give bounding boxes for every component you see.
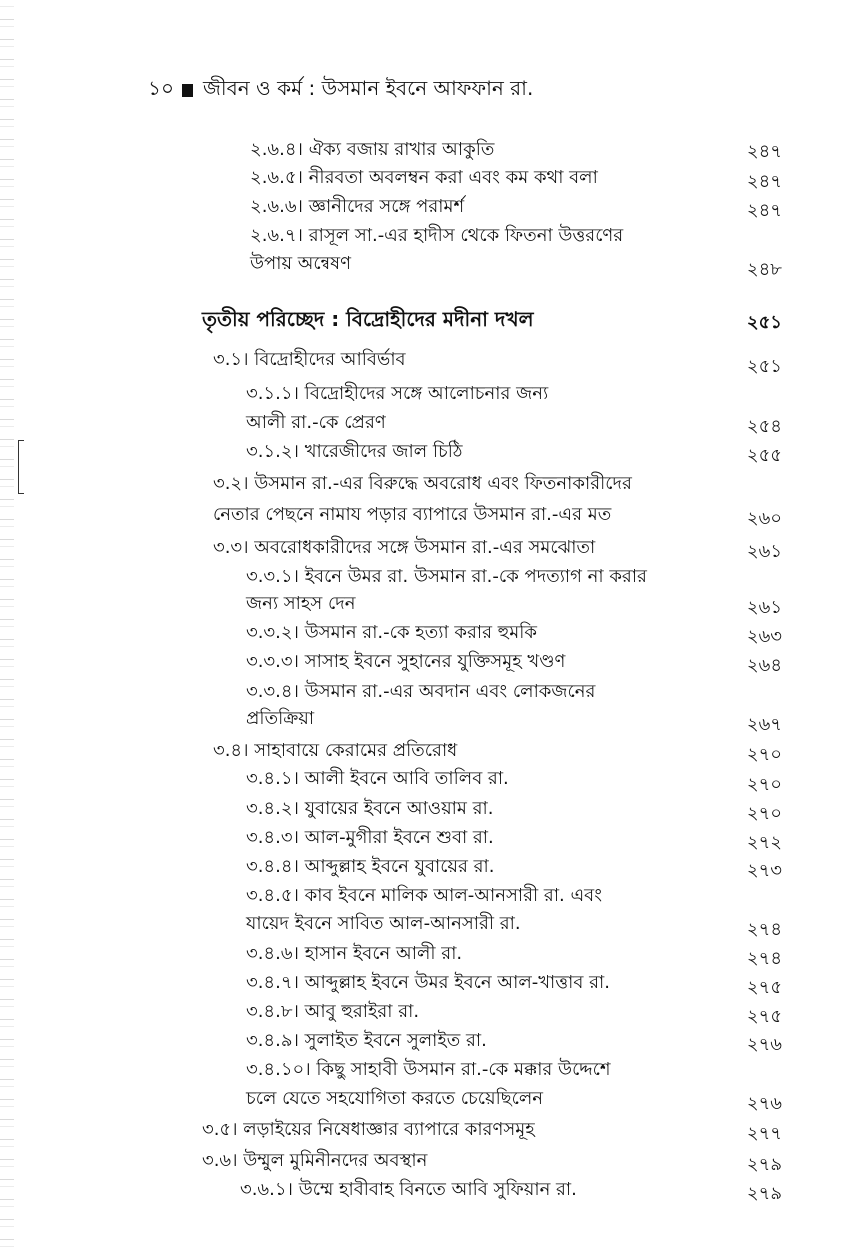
toc-entry-text: ৩.১.২। খারেজীদের জাল চিঠি — [246, 441, 463, 462]
toc-entry-page: ২৪৮ — [746, 259, 782, 280]
toc-entry-text: ২.৬.৫। নীরবতা অবলম্বন করা এবং কম কথা বলা — [250, 167, 598, 188]
toc-entry-text: ৩.৪.১। আলী ইবনে আবি তালিব রা. — [246, 768, 509, 789]
header-title: জীবন ও কর্ম : উসমান ইবনে আফফান রা. — [202, 76, 534, 100]
toc-entry-text: ৩.৪.৪। আব্দুল্লাহ ইবনে যুবায়ের রা. — [246, 856, 495, 877]
toc-entry-page: ২৬৩ — [746, 626, 782, 647]
header-page-number: ১০ — [148, 76, 174, 100]
toc-entry-text: ৩.১.১। বিদ্রোহীদের সঙ্গে আলোচনার জন্য — [246, 383, 549, 404]
toc-entry-page: ২৭৫ — [746, 1006, 782, 1027]
toc-entry-text: ৩.৩.৩। সাসাহ ইবনে সুহানের যুক্তিসমূহ খণ্ডণ — [246, 651, 566, 672]
toc-entry-page: ২৫৪ — [746, 416, 782, 437]
toc-entry-text: ৩.৩.৪। উসমান রা.-এর অবদান এবং লোকজনের — [246, 681, 596, 702]
toc-entry-text: ৩.৪.৮। আবু হুরাইরা রা. — [246, 1001, 420, 1022]
toc-entry-text: ৩.৬.১। উম্মে হাবীবাহ বিনতে আবি সুফিয়ান রা. — [240, 1179, 577, 1200]
toc-entry-page: ২৪৭ — [746, 141, 782, 162]
toc-entry-page: ২৭০ — [746, 744, 782, 765]
toc-entry-text: ৩.৪.১০। কিছু সাহাবী উসমান রা.-কে মক্কার উদ্দেশে — [246, 1059, 611, 1080]
toc-entry-page: ২৪৭ — [746, 171, 782, 192]
toc-entry-text: ৩.৪.২। যুবায়ের ইবনে আওয়াম রা. — [246, 798, 494, 819]
toc-entry-text: ৩.৩.২। উসমান রা.-কে হত্যা করার হুমকি — [246, 622, 537, 643]
toc-entry-text: উপায় অন্বেষণ — [250, 253, 351, 274]
toc-entry-page: ২৭০ — [746, 774, 782, 795]
toc-entry-text: ৩.৪.৫। কাব ইবনে মালিক আল-আনসারী রা. এবং — [246, 885, 602, 906]
toc-entry-text: ৩.৩.১। ইবনে উমর রা. উসমান রা.-কে পদত্যাগ না করার — [246, 566, 647, 587]
chapter-heading-page: ২৫১ — [746, 312, 782, 333]
toc-entry-text: জন্য সাহস দেন — [246, 593, 356, 614]
toc-entry-page: ২৫১ — [746, 356, 782, 377]
toc-entry-page: ২৬১ — [746, 541, 782, 562]
toc-entry-text: ৩.১। বিদ্রোহীদের আবির্ভাব — [213, 349, 406, 370]
toc-entry-page: ২৫৫ — [746, 445, 782, 466]
toc-entry-page: ২৭৭ — [746, 1123, 782, 1144]
toc-entry-page: ২৪৭ — [746, 200, 782, 221]
toc-entry-page: ২৭৬ — [746, 1093, 782, 1114]
toc-entry-text: ২.৬.৪। ঐক্য বজায় রাখার আকুতি — [250, 139, 495, 160]
toc-entry-text: ২.৬.৭। রাসূল সা.-এর হাদীস থেকে ফিতনা উত্তরণের — [250, 225, 624, 246]
toc-entry-text: ২.৬.৬। জ্ঞানীদের সঙ্গে পরামর্শ — [250, 196, 465, 217]
toc-entry-text: আলী রা.-কে প্রেরণ — [246, 412, 386, 433]
toc-entry-page: ২৭৪ — [746, 948, 782, 969]
toc-entry-page: ২৭৪ — [746, 919, 782, 940]
toc-entry-page: ২৭২ — [746, 832, 782, 853]
toc-entry-page: ২৬৭ — [746, 714, 782, 735]
toc-entry-page: ২৭৯ — [746, 1183, 782, 1204]
toc-entry-text: নেতার পেছনে নামায পড়ার ব্যাপারে উসমান রা.-এর মত — [213, 504, 612, 525]
toc-entry-page: ২৭৫ — [746, 977, 782, 998]
toc-entry-text: চলে যেতে সহযোগিতা করতে চেয়েছিলেন — [246, 1088, 544, 1109]
toc-entry-text: প্রতিক্রিয়া — [246, 708, 315, 729]
toc-entry-text: যায়েদ ইবনে সাবিত আল-আনসারী রা. — [246, 913, 521, 934]
toc-entry-text: ৩.৪.৭। আব্দুল্লাহ ইবনে উমর ইবনে আল-খাত্তাব রা. — [246, 972, 610, 993]
toc-entry-text: ৩.৪.৬। হাসান ইবনে আলী রা. — [246, 943, 463, 964]
toc-entry-page: ২৭৯ — [746, 1154, 782, 1175]
toc-entry-page: ২৭৬ — [746, 1034, 782, 1055]
toc-entry-page: ২৬৪ — [746, 655, 782, 676]
chapter-heading: তৃতীয় পরিচ্ছেদ : বিদ্রোহীদের মদীনা দখল — [202, 307, 534, 331]
toc-entry-page: ২৬০ — [746, 508, 782, 529]
toc-entry-text: ৩.৫। লড়াইয়ের নিষেধাজ্ঞার ব্যাপারে কারণসমূহ — [202, 1119, 535, 1140]
toc-entry-text: ৩.২। উসমান রা.-এর বিরুদ্ধে অবরোধ এবং ফিতনাকারীদের — [213, 473, 632, 494]
toc-entry-text: ৩.৪। সাহাবায়ে কেরামের প্রতিরোধ — [213, 740, 458, 761]
toc-entry-page: ২৬১ — [746, 597, 782, 618]
toc-entry-page: ২৭০ — [746, 803, 782, 824]
toc-entry-page: ২৭৩ — [746, 860, 782, 881]
toc-entry-text: ৩.৪.৯। সুলাইত ইবনে সুলাইত রা. — [246, 1030, 487, 1051]
toc-entry-text: ৩.৩। অবরোধকারীদের সঙ্গে উসমান রা.-এর সমঝোতা — [213, 537, 596, 558]
toc-entry-text: ৩.৪.৩। আল-মুগীরা ইবনে শুবা রা. — [246, 827, 494, 848]
toc-entry-text: ৩.৬। উম্মুল মুমিনীনদের অবস্থান — [202, 1150, 428, 1171]
